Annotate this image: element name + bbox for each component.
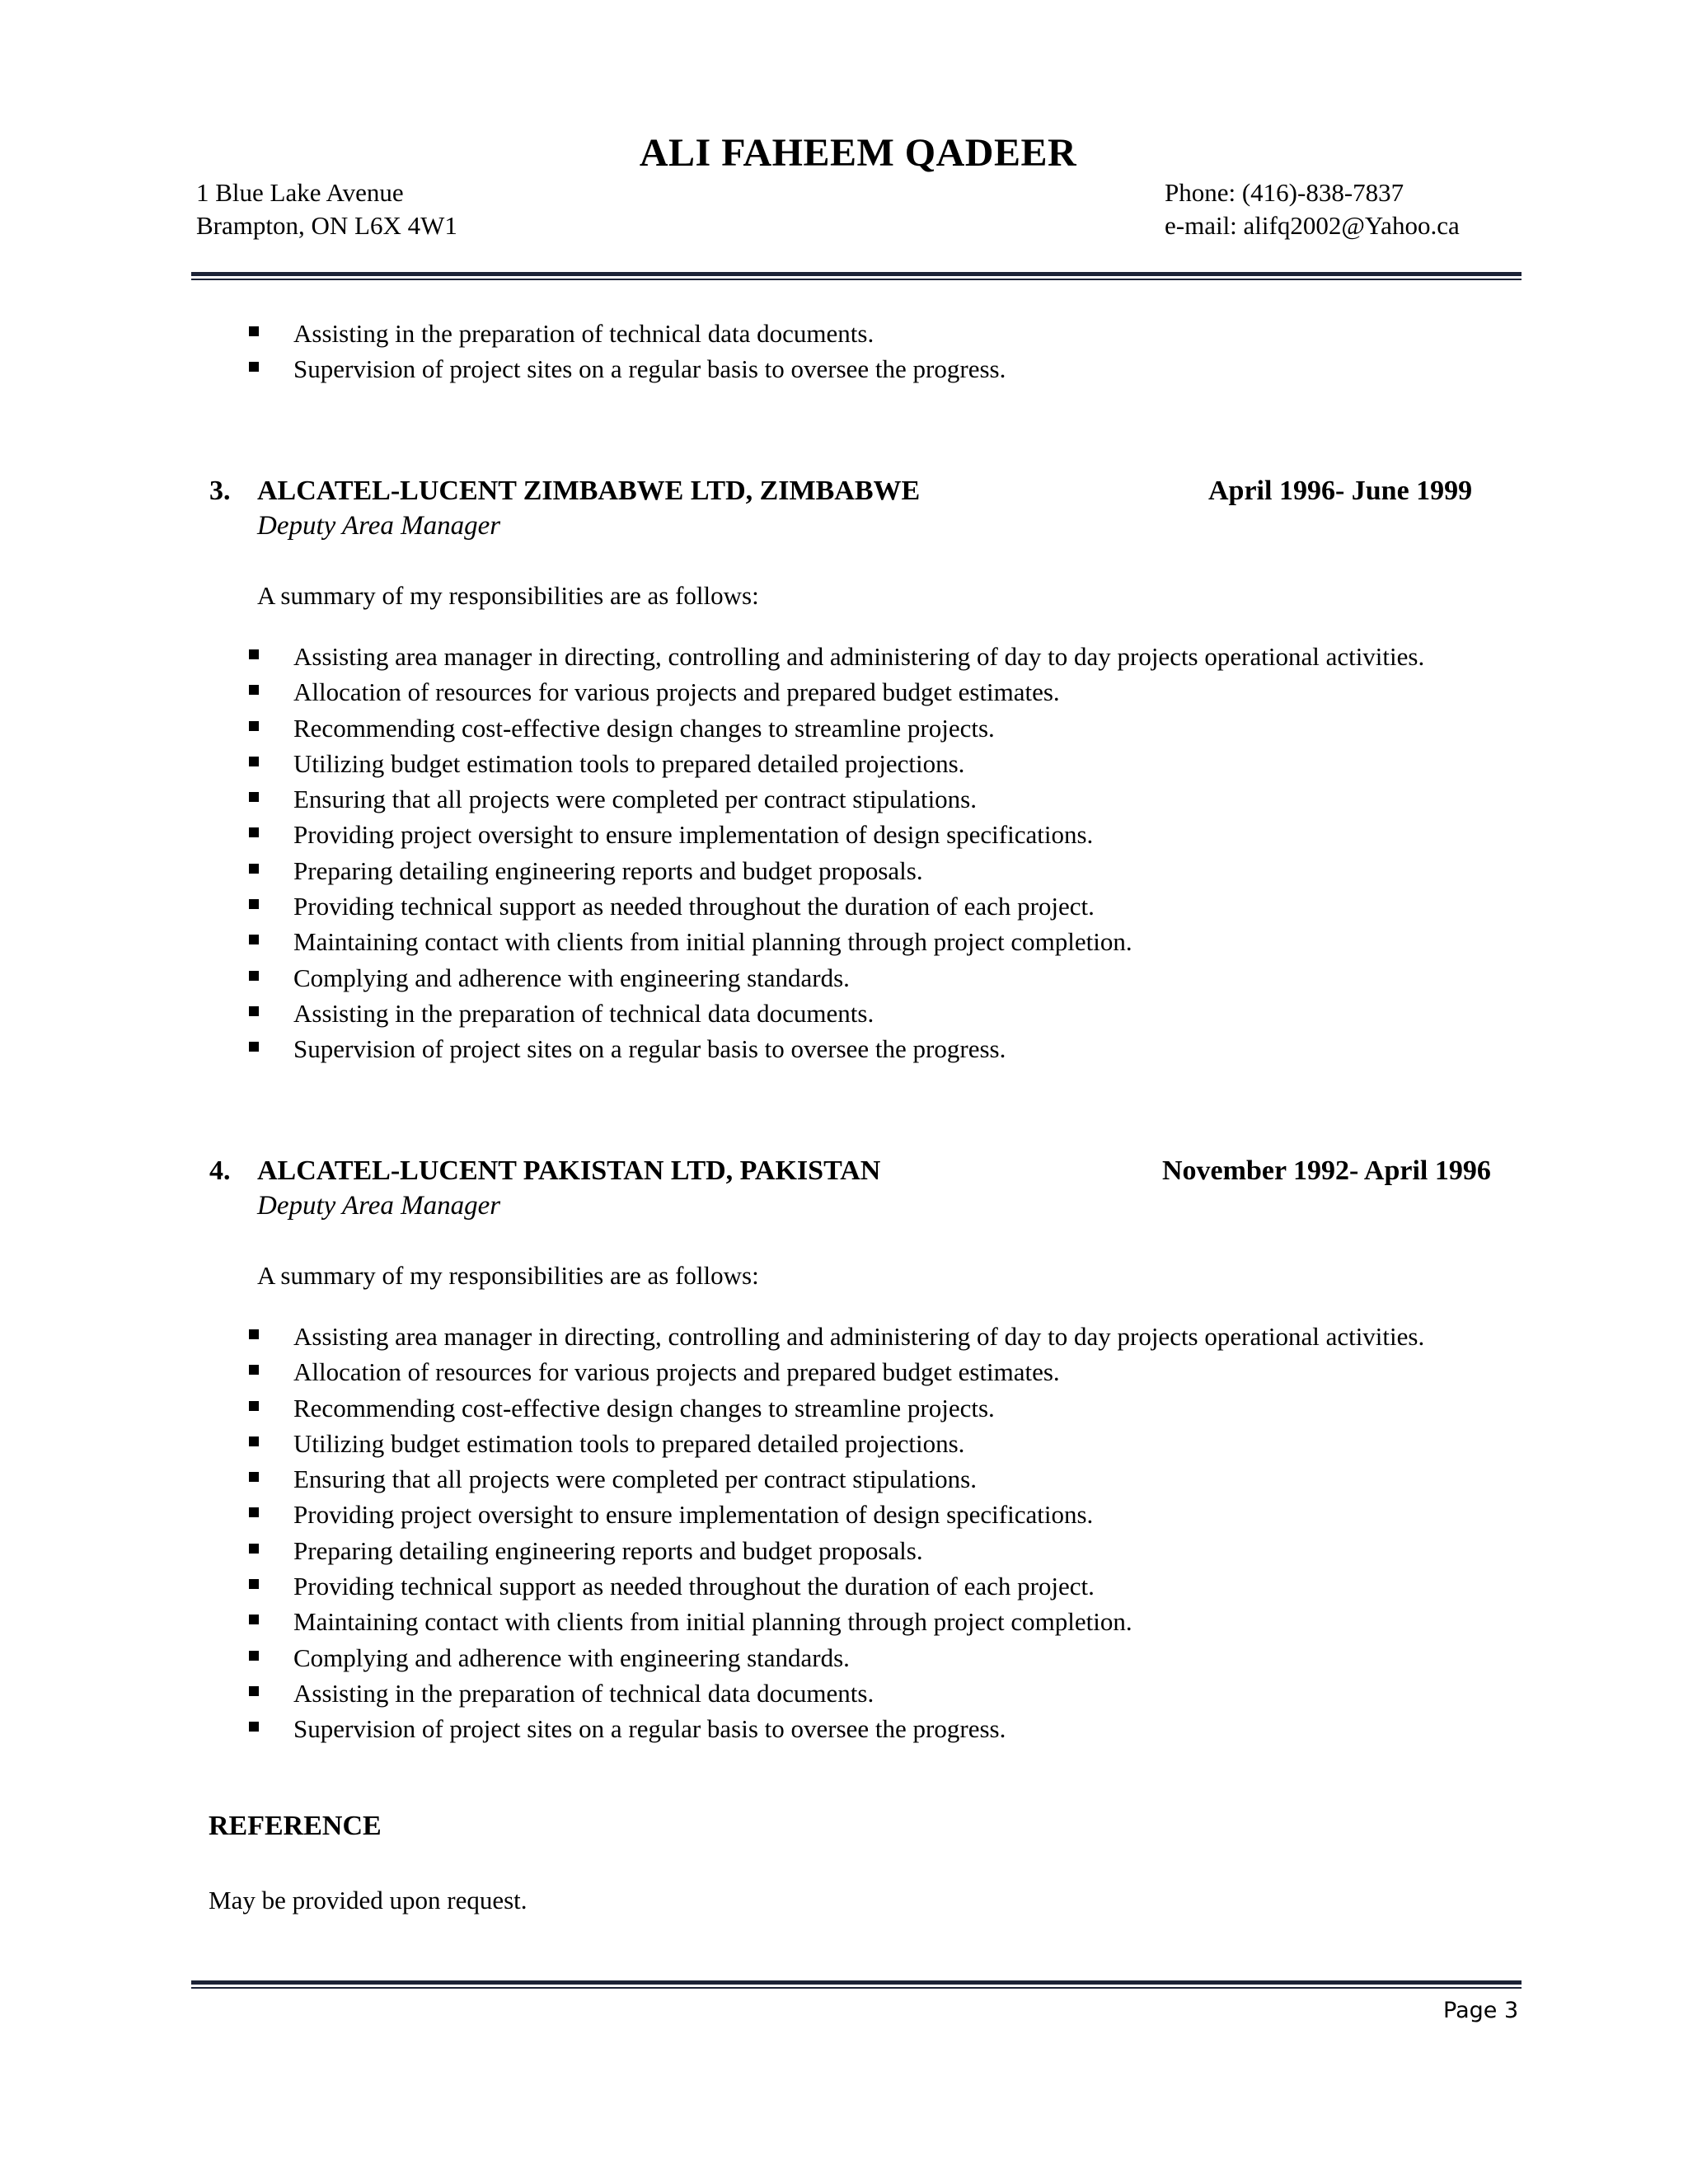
job-3-bullet-list xyxy=(249,639,1517,1067)
list-item: Providing project oversight to ensure implementation of design specifications. xyxy=(249,1497,1517,1532)
company-name: ALCATEL-LUCENT ZIMBABWE LTD, ZIMBABWE xyxy=(257,476,921,506)
list-item: Supervision of project sites on a regular basis to oversee the progress. xyxy=(249,351,1517,387)
responsibilities-intro: A summary of my responsibilities are as follows: xyxy=(257,1261,759,1290)
square-bullet-icon xyxy=(249,1651,259,1661)
square-bullet-icon xyxy=(249,721,259,731)
job-number: 4. xyxy=(209,1155,231,1186)
list-item: Allocation of resources for various projects and prepared budget estimates. xyxy=(249,1354,1517,1390)
square-bullet-icon xyxy=(249,685,259,695)
company-name: ALCATEL-LUCENT PAKISTAN LTD, PAKISTAN xyxy=(257,1155,881,1186)
square-bullet-icon xyxy=(249,792,259,802)
square-bullet-icon xyxy=(249,649,259,659)
list-item: Assisting area manager in directing, controlling and administering of day to day projects operational activities. xyxy=(249,1319,1517,1354)
square-bullet-icon xyxy=(249,971,259,981)
square-bullet-icon xyxy=(249,1329,259,1339)
employment-dates: November 1992- April 1996 xyxy=(1162,1155,1491,1186)
list-item: Supervision of project sites on a regular basis to oversee the progress. xyxy=(249,1031,1517,1066)
square-bullet-icon xyxy=(249,864,259,874)
continued-bullet-list xyxy=(249,316,1517,387)
square-bullet-icon xyxy=(249,326,259,336)
job-title: Deputy Area Manager xyxy=(257,511,501,541)
square-bullet-icon xyxy=(249,1006,259,1016)
reference-heading: REFERENCE xyxy=(209,1811,382,1841)
list-item: Providing technical support as needed throughout the duration of each project. xyxy=(249,888,1517,924)
list-item: Providing technical support as needed throughout the duration of each project. xyxy=(249,1568,1517,1604)
square-bullet-icon xyxy=(249,1615,259,1624)
address-line-2: Brampton, ON L6X 4W1 xyxy=(196,211,457,240)
header-divider xyxy=(191,272,1522,280)
list-item: Utilizing budget estimation tools to prepared detailed projections. xyxy=(249,1426,1517,1461)
list-item: Utilizing budget estimation tools to prepared detailed projections. xyxy=(249,746,1517,781)
list-item: Assisting in the preparation of technical data documents. xyxy=(249,1675,1517,1711)
square-bullet-icon xyxy=(249,1579,259,1589)
square-bullet-icon xyxy=(249,1436,259,1446)
job-title: Deputy Area Manager xyxy=(257,1191,501,1221)
square-bullet-icon xyxy=(249,1042,259,1052)
page-number: Page 3 xyxy=(1443,1998,1519,2023)
list-item: Maintaining contact with clients from initial planning through project completion. xyxy=(249,924,1517,959)
list-item: Assisting in the preparation of technical data documents. xyxy=(249,316,1517,351)
square-bullet-icon xyxy=(249,362,259,372)
list-item: Recommending cost-effective design changes to streamline projects. xyxy=(249,1390,1517,1426)
phone-number: Phone: (416)-838-7837 xyxy=(1165,178,1404,207)
square-bullet-icon xyxy=(249,1686,259,1696)
address-line-1: 1 Blue Lake Avenue xyxy=(196,178,404,207)
list-item: Ensuring that all projects were completed per contract stipulations. xyxy=(249,781,1517,817)
square-bullet-icon xyxy=(249,1507,259,1517)
list-item: Preparing detailing engineering reports and budget proposals. xyxy=(249,853,1517,888)
list-item: Ensuring that all projects were completed per contract stipulations. xyxy=(249,1461,1517,1497)
list-item: Complying and adherence with engineering standards. xyxy=(249,960,1517,996)
employment-dates: April 1996- June 1999 xyxy=(1208,476,1473,506)
list-item: Supervision of project sites on a regular basis to oversee the progress. xyxy=(249,1711,1517,1746)
list-item: Preparing detailing engineering reports and budget proposals. xyxy=(249,1533,1517,1568)
contact-block xyxy=(1165,176,1460,242)
list-item: Assisting in the preparation of technical data documents. xyxy=(249,996,1517,1031)
list-item: Complying and adherence with engineering standards. xyxy=(249,1640,1517,1675)
list-item: Recommending cost-effective design changes to streamline projects. xyxy=(249,710,1517,746)
list-item: Maintaining contact with clients from initial planning through project completion. xyxy=(249,1604,1517,1639)
square-bullet-icon xyxy=(249,935,259,944)
square-bullet-icon xyxy=(249,1544,259,1554)
square-bullet-icon xyxy=(249,899,259,909)
square-bullet-icon xyxy=(249,1722,259,1732)
email-address: e-mail: alifq2002@Yahoo.ca xyxy=(1165,211,1460,240)
square-bullet-icon xyxy=(249,1365,259,1375)
square-bullet-icon xyxy=(249,827,259,837)
job-4-bullet-list xyxy=(249,1319,1517,1747)
responsibilities-intro: A summary of my responsibilities are as follows: xyxy=(257,581,759,610)
square-bullet-icon xyxy=(249,757,259,766)
candidate-name: ALI FAHEEM QADEER xyxy=(639,131,1077,175)
reference-text: May be provided upon request. xyxy=(209,1886,528,1915)
footer-divider xyxy=(191,1980,1522,1989)
address-block xyxy=(196,176,457,242)
square-bullet-icon xyxy=(249,1401,259,1411)
job-number: 3. xyxy=(209,476,231,506)
square-bullet-icon xyxy=(249,1472,259,1482)
list-item: Providing project oversight to ensure implementation of design specifications. xyxy=(249,817,1517,852)
list-item: Allocation of resources for various projects and prepared budget estimates. xyxy=(249,674,1517,710)
list-item: Assisting area manager in directing, controlling and administering of day to day projects operational activities. xyxy=(249,639,1517,674)
